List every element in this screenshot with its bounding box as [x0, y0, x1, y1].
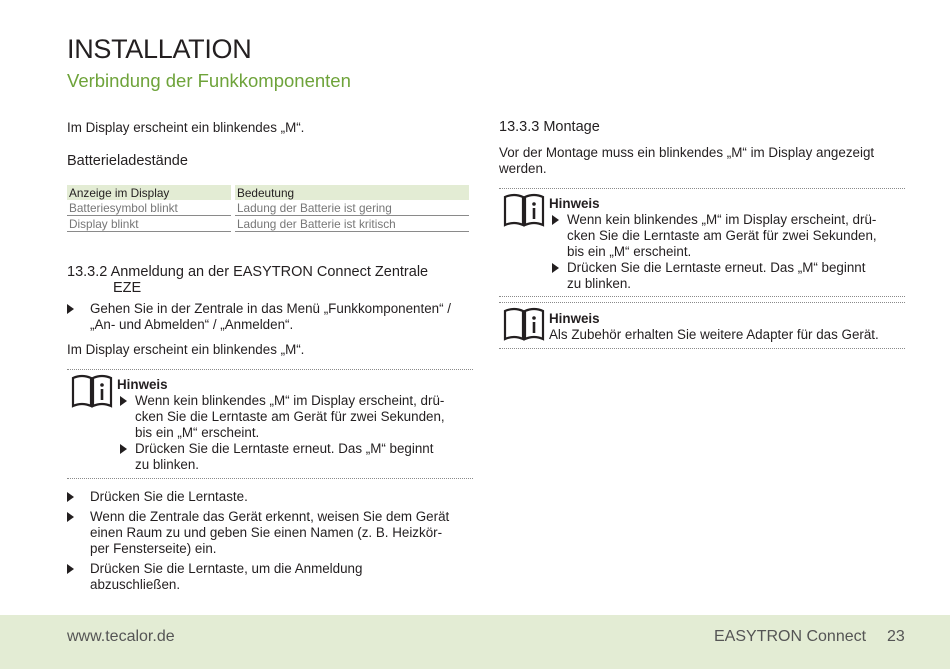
hinweis-text: Als Zubehör erhalten Sie weitere Adapter für das Gerät.: [549, 327, 879, 342]
info-book-icon: [503, 307, 545, 341]
table-cell: Ladung der Batterie ist kritisch: [235, 216, 469, 232]
hinweis-title: Hinweis: [549, 196, 600, 211]
table-cell: Ladung der Batterie ist gering: [235, 200, 469, 216]
divider: [499, 188, 905, 189]
list-item: Drücken Sie die Lerntaste erneut. Das „M“ beginnt zu blinken.: [120, 441, 433, 473]
montage-text: Vor der Montage muss ein blinkendes „M“ im Display angezeigt werden.: [499, 145, 875, 176]
info-book-icon: [503, 193, 545, 227]
battery-heading: Batterieladestände: [67, 153, 188, 169]
hinweis-title: Hinweis: [117, 377, 168, 392]
section-title-line2: EZE: [113, 280, 142, 296]
table-row: [67, 216, 469, 232]
list-item: Gehen Sie in der Zentrale in das Menü „Funkkomponenten“ / „An- und Abmelden“ / „Anmelden“.: [67, 301, 451, 333]
info-book-icon: [71, 374, 113, 408]
triangle-bullet-icon: [552, 263, 559, 273]
list-item: Wenn kein blinkendes „M“ im Display erscheint, drü- cken Sie die Lerntaste am Gerät für zwei Sekunden, bis ein „M“ erscheint.: [552, 212, 877, 260]
divider: [67, 369, 473, 370]
table-header-cell: Anzeige im Display: [67, 185, 231, 200]
display-text: Im Display erscheint ein blinkendes „M“.: [67, 342, 305, 357]
triangle-bullet-icon: [120, 444, 127, 454]
section-title-line1: Anmeldung an der EASYTRON Connect Zentrale: [110, 264, 429, 280]
table-row: [67, 200, 469, 216]
triangle-bullet-icon: [67, 512, 74, 522]
footer-product: EASYTRON Connect: [714, 628, 867, 645]
intro-text: Im Display erscheint ein blinkendes „M“.: [67, 120, 305, 135]
page-subtitle: Verbindung der Funkkomponenten: [67, 70, 351, 91]
table-header-cell: Bedeutung: [235, 185, 469, 200]
list-item: Drücken Sie die Lerntaste, um die Anmeldung abzuschließen.: [67, 561, 362, 593]
divider: [499, 302, 905, 303]
page-footer: [0, 615, 950, 669]
triangle-bullet-icon: [67, 304, 74, 314]
divider: [499, 348, 905, 349]
page-title: INSTALLATION: [67, 34, 252, 64]
list-item: Drücken Sie die Lerntaste erneut. Das „M“ beginnt zu blinken.: [552, 260, 865, 292]
section-heading-montage: 13.3.3 Montage: [499, 119, 600, 135]
page-number: 23: [887, 628, 905, 645]
footer-url[interactable]: www.tecalor.de: [67, 628, 175, 645]
battery-table: [67, 185, 469, 232]
triangle-bullet-icon: [67, 492, 74, 502]
hinweis-title: Hinweis: [549, 311, 600, 326]
divider: [499, 296, 905, 297]
table-header-row: [67, 185, 469, 200]
divider: [67, 478, 473, 479]
triangle-bullet-icon: [552, 215, 559, 225]
table-cell: Display blinkt: [67, 216, 231, 232]
triangle-bullet-icon: [67, 564, 74, 574]
section-heading-anmeldung: [67, 264, 428, 281]
list-item: Wenn die Zentrale das Gerät erkennt, weisen Sie dem Gerät einen Raum zu und geben Sie einen Namen (z. B. Heizkör- per Fensterseite) ein.: [67, 509, 449, 557]
list-item: Wenn kein blinkendes „M“ im Display erscheint, drü- cken Sie die Lerntaste am Gerät für zwei Sekunden, bis ein „M“ erscheint.: [120, 393, 445, 441]
table-cell: Batteriesymbol blinkt: [67, 200, 231, 216]
triangle-bullet-icon: [120, 396, 127, 406]
section-number: 13.3.2: [67, 264, 108, 280]
list-item: Drücken Sie die Lerntaste.: [67, 489, 248, 505]
